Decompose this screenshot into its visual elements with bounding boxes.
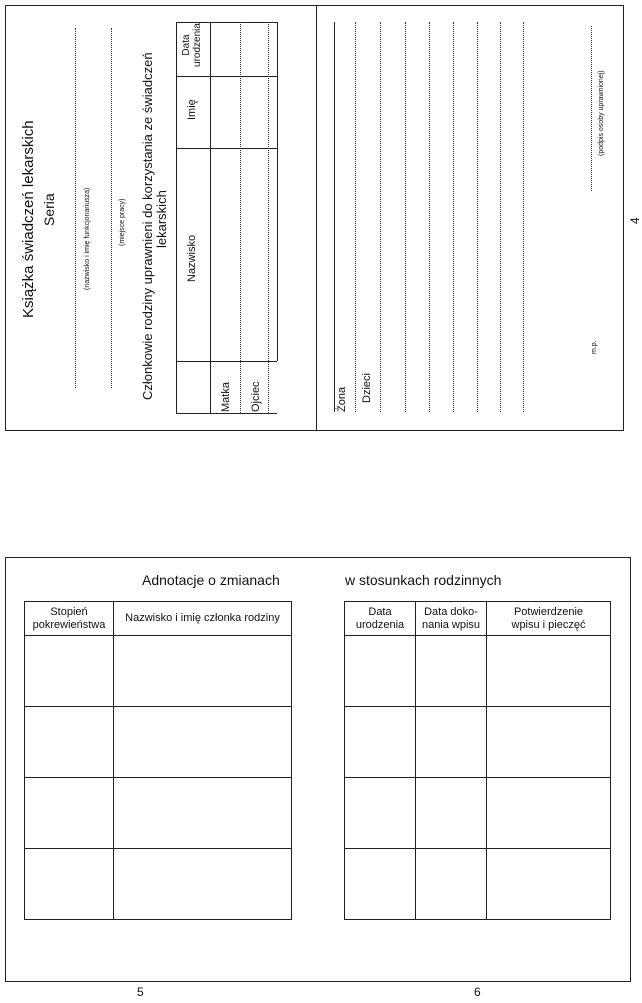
right-half-line: [334, 22, 335, 412]
col-member-name-header: Nazwisko i imię członka rodziny: [114, 602, 292, 636]
members-heading: Członkowie rodziny uprawnieni do korzystania ze świadczeń: [140, 52, 155, 400]
col-firstname-header: Imię: [186, 99, 198, 120]
col-confirmation-header: [487, 602, 611, 636]
col-birthdate-header: [345, 602, 416, 636]
table-cell[interactable]: [345, 707, 416, 778]
col-dob-line-1: Data: [181, 34, 192, 56]
entry-line-8: [523, 22, 524, 412]
table-cell[interactable]: [416, 849, 487, 920]
table-cell[interactable]: [345, 778, 416, 849]
table-cell[interactable]: [25, 707, 114, 778]
name-caption: (nazwisko i imię funkcjonariusza): [84, 187, 91, 290]
col-entry-date-header: [416, 602, 487, 636]
entry-line-5: [453, 22, 454, 412]
members-table-bottom: [176, 413, 277, 414]
row-mother-label: Matka: [220, 382, 232, 412]
top-page-frame: [5, 5, 624, 431]
table-cell[interactable]: [114, 849, 292, 920]
col-entry-date-line-2: nania wpisu: [421, 618, 481, 631]
col-birthdate-line-1: Data: [368, 605, 392, 618]
table-cell[interactable]: [487, 849, 611, 920]
mp-label: m.p.: [591, 340, 598, 354]
relatives-table: [24, 601, 292, 920]
entry-line-6: [477, 22, 478, 412]
table-cell[interactable]: [25, 636, 114, 707]
members-heading-2: lekarskich: [154, 190, 169, 248]
col-degree-header: [25, 602, 114, 636]
members-table-header-sep: [210, 22, 211, 413]
table-cell[interactable]: [416, 636, 487, 707]
members-row-line-2: [268, 22, 269, 413]
col-degree-line-1: Stopień: [50, 605, 88, 618]
table-cell[interactable]: [345, 849, 416, 920]
workplace-dotted-line: [111, 28, 112, 388]
page-number-5: 5: [137, 985, 144, 999]
table-cell[interactable]: [25, 849, 114, 920]
top-page-divider: [316, 5, 317, 431]
name-dotted-line: [75, 28, 76, 388]
row-children-label: Dzieci: [361, 373, 373, 403]
col-surname-header: Nazwisko: [186, 234, 198, 282]
table-cell[interactable]: [487, 778, 611, 849]
table-cell[interactable]: [416, 707, 487, 778]
entry-line-3: [405, 22, 406, 412]
series-label: Seria: [41, 193, 57, 226]
members-table-right: [277, 22, 278, 361]
members-table-col-sep-1: [176, 76, 277, 77]
annotations-heading-left: Adnotacje o zmianach: [142, 572, 280, 588]
col-confirmation-line-1: Potwierdzenie: [513, 605, 584, 618]
members-table-col-sep-3: [176, 361, 277, 362]
row-father-label: Ojciec: [250, 381, 262, 412]
annotations-heading-right: w stosunkach rodzinnych: [345, 572, 502, 588]
entry-line-2: [380, 22, 381, 412]
row-wife-label: Żona: [336, 386, 348, 412]
signature-caption: (podpis osoby uprawnionej): [598, 70, 605, 156]
col-confirmation-line-2: wpisu i pieczęć: [511, 618, 586, 631]
table-cell[interactable]: [487, 707, 611, 778]
table-cell[interactable]: [114, 778, 292, 849]
col-dob-line-2: urodzenia: [192, 23, 203, 67]
col-degree-line-2: pokrewieństwa: [32, 618, 106, 631]
members-table-col-sep-2: [176, 148, 277, 149]
members-row-line-1: [240, 22, 241, 413]
signature-dotted-line: [591, 26, 592, 191]
table-cell[interactable]: [114, 707, 292, 778]
table-cell[interactable]: [487, 636, 611, 707]
table-cell[interactable]: [416, 778, 487, 849]
entry-line-4: [429, 22, 430, 412]
page-number-6: 6: [474, 985, 481, 999]
col-birthdate-line-2: urodzenia: [355, 618, 405, 631]
table-cell[interactable]: [345, 636, 416, 707]
table-cell[interactable]: [114, 636, 292, 707]
col-entry-date-line-1: Data doko-: [424, 605, 478, 618]
page-number-4: 4: [628, 217, 642, 224]
entries-table: [344, 601, 611, 920]
table-cell[interactable]: [25, 778, 114, 849]
entry-line-7: [500, 22, 501, 412]
booklet-title: Książka świadczeń lekarskich: [20, 120, 37, 318]
members-table-left: [176, 22, 177, 413]
workplace-caption: (miejsce pracy): [119, 198, 126, 246]
col-dob-header: [181, 22, 203, 68]
entry-line-1: [355, 22, 356, 412]
